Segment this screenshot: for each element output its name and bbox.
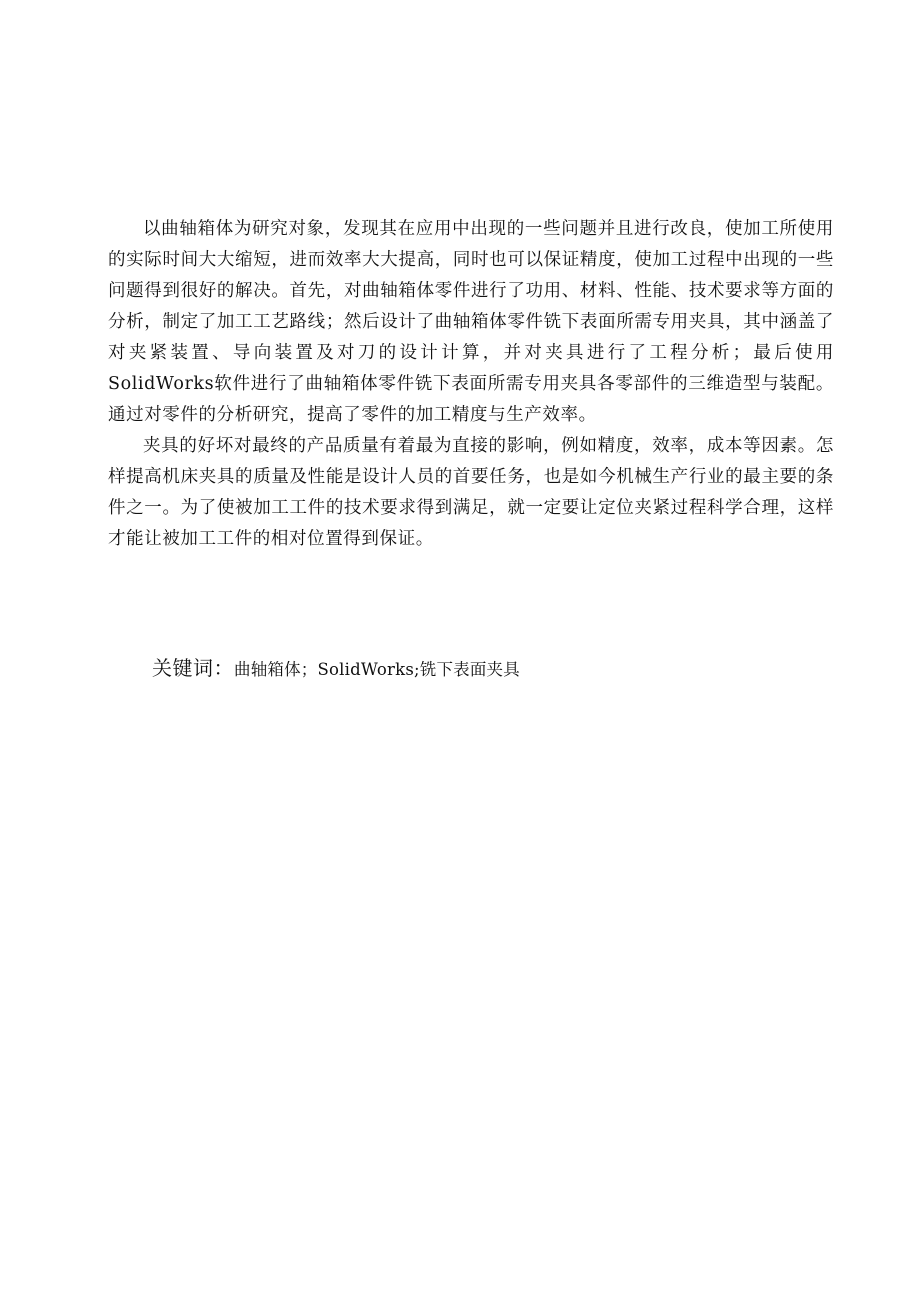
keywords-value: 曲轴箱体；SolidWorks;铣下表面夹具 [234,660,520,679]
keywords-label: 关键词： [152,656,234,680]
keywords-line [152,652,520,681]
abstract-section [108,214,834,555]
abstract-paragraph-2: 夹具的好坏对最终的产品质量有着最为直接的影响，例如精度，效率，成本等因素。怎样提高机床夹具的质量及性能是设计人员的首要任务，也是如今机械生产行业的最主要的条件之一。为了使被加工工件的技术要求得到满足，就一定要让定位夹紧过程科学合理，这样才能让被加工工件的相对位置得到保证。 [108,436,834,549]
abstract-paragraph-1: 以曲轴箱体为研究对象，发现其在应用中出现的一些问题并且进行改良，使加工所使用的实际时间大大缩短，进而效率大大提高，同时也可以保证精度，使加工过程中出现的一些问题得到很好的解决。首先，对曲轴箱体零件进行了功用、材料、性能、技术要求等方面的分析，制定了加工工艺路线；然后设计了曲轴箱体零件铣下表面所需专用夹具，其中涵盖了对夹紧装置、导向装置及对刀的设计计算，并对夹具进行了工程分析；最后使用SolidWorks软件进行了曲轴箱体零件铣下表面所需专用夹具各零部件的三维造型与装配。通过对零件的分析研究，提高了零件的加工精度与生产效率。 [108,219,834,425]
